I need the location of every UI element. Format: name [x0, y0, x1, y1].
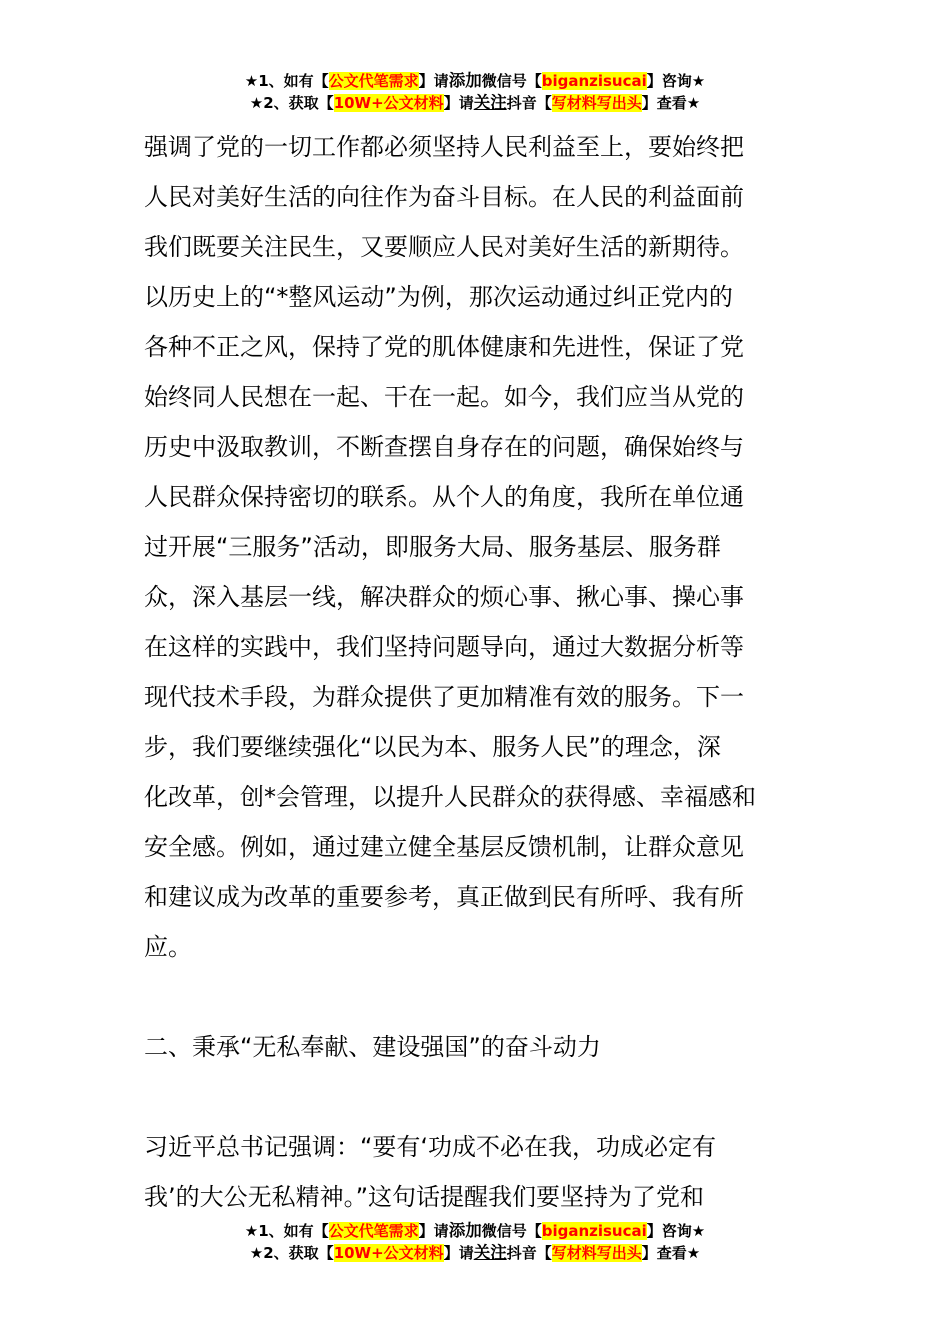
banner-text: 】请 [418, 1222, 449, 1240]
text-line: 步，我们要继续强化“以民为本、服务人民”的理念，深 [144, 733, 721, 761]
text-line: 强调了党的一切工作都必须坚持人民利益至上，要始终把 [144, 133, 744, 161]
bottom-banner [0, 1220, 950, 1264]
banner-line-1 [0, 70, 950, 92]
banner-line-2 [0, 1242, 950, 1264]
banner-text: 抖音【 [506, 94, 552, 112]
text-line: 现代技术手段，为群众提供了更加精准有效的服务。下一 [144, 683, 744, 711]
banner-text: ★1、如有【 [244, 72, 329, 90]
banner-highlight: biganzisucai [541, 72, 647, 90]
banner-highlight: 写材料写出头 [551, 94, 642, 112]
banner-text: 抖音【 [506, 1244, 552, 1262]
paragraph-spacer [144, 972, 814, 1022]
banner-emphasis: 添加 [448, 1221, 482, 1240]
banner-highlight: 写材料写出头 [551, 1244, 642, 1262]
text-line: 应。 [144, 933, 192, 961]
banner-line-1 [0, 1220, 950, 1242]
text-line: 历史中汲取教训，不断查摆自身存在的问题，确保始终与 [144, 433, 744, 461]
text-line: 我’的大公无私精神。”这句话提醒我们要坚持为了党和 [144, 1183, 705, 1211]
text-line: 始终同人民想在一起、干在一起。如今，我们应当从党的 [144, 383, 744, 411]
banner-highlight: 10W+公文材料 [333, 1244, 444, 1262]
text-line: 化改革，创*会管理，以提升人民群众的获得感、幸福感和 [144, 783, 756, 811]
banner-highlight: 10W+公文材料 [333, 94, 444, 112]
banner-emphasis: 关注 [473, 93, 507, 112]
text-line: 和建议成为改革的重要参考，真正做到民有所呼、我有所 [144, 883, 744, 911]
banner-text: 】查看★ [641, 94, 701, 112]
document-body [144, 122, 814, 1222]
text-line: 以历史上的“*整风运动”为例，那次运动通过纠正党内的 [144, 283, 733, 311]
banner-text: 微信号【 [481, 72, 542, 90]
banner-text: 】查看★ [641, 1244, 701, 1262]
section-heading: 二、秉承“无私奉献、建设强国”的奋斗动力 [144, 1033, 601, 1061]
text-line: 各种不正之风，保持了党的肌体健康和先进性，保证了党 [144, 333, 744, 361]
text-line: 习近平总书记强调：“要有‘功成不必在我，功成必定有 [144, 1133, 717, 1161]
text-line: 众，深入基层一线，解决群众的烦心事、揪心事、操心事 [144, 583, 744, 611]
text-line: 人民群众保持密切的联系。从个人的角度，我所在单位通 [144, 483, 744, 511]
paragraph-2 [144, 1122, 814, 1222]
paragraph-spacer [144, 1072, 814, 1122]
banner-emphasis: 添加 [448, 71, 482, 90]
text-line: 过开展“三服务”活动，即服务大局、服务基层、服务群 [144, 533, 721, 561]
text-line: 我们既要关注民生，又要顺应人民对美好生活的新期待。 [144, 233, 744, 261]
banner-text: 】咨询★ [646, 1222, 706, 1240]
banner-text: 】咨询★ [646, 72, 706, 90]
banner-highlight: biganzisucai [541, 1222, 647, 1240]
banner-text: 】请 [443, 1244, 474, 1262]
banner-emphasis: 关注 [473, 1243, 507, 1262]
banner-text: ★2、获取【 [249, 1244, 334, 1262]
banner-highlight: 公文代笔需求 [328, 72, 419, 90]
banner-text: 】请 [418, 72, 449, 90]
text-line: 安全感。例如，通过建立健全基层反馈机制，让群众意见 [144, 833, 744, 861]
banner-text: 微信号【 [481, 1222, 542, 1240]
paragraph-1 [144, 122, 814, 972]
text-line: 在这样的实践中，我们坚持问题导向，通过大数据分析等 [144, 633, 744, 661]
banner-highlight: 公文代笔需求 [328, 1222, 419, 1240]
banner-text: ★1、如有【 [244, 1222, 329, 1240]
text-line: 人民对美好生活的向往作为奋斗目标。在人民的利益面前 [144, 183, 744, 211]
banner-line-2 [0, 92, 950, 114]
banner-text: ★2、获取【 [249, 94, 334, 112]
top-banner [0, 70, 950, 114]
banner-text: 】请 [443, 94, 474, 112]
